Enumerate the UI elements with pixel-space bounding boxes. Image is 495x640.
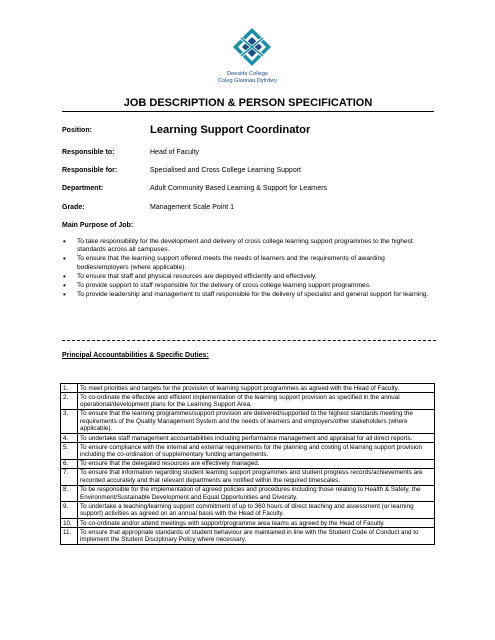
duty-text: To ensure compliance with the internal and external requirements for the planning and costing of learning support provision including the co-ordination of supplementary funding arrangements. xyxy=(78,443,435,460)
duty-number: 6. xyxy=(61,459,78,468)
section-title: Principal Accountabilities & Specific Duties: xyxy=(62,352,209,359)
table-row xyxy=(61,434,435,443)
duty-text: To co-ordinate and/or attend meetings with support/programme area teams as agreed by the Head of Faculty. xyxy=(78,519,435,528)
duty-number: 1. xyxy=(61,384,78,393)
duty-text: To ensure that the learning programmes/support provision are delivered/supported to the highest standards meeting the requirements of the Quality Management System and the needs of learners and employers/other stakeholders (where applicable). xyxy=(78,409,435,433)
college-name-welsh: Coleg Glannau Dyfrdwy xyxy=(217,78,278,84)
purpose-list xyxy=(62,238,434,300)
table-row xyxy=(61,468,435,485)
duty-number: 3. xyxy=(61,409,78,433)
purpose-item: • To ensure that staff and physical resources are deployed efficiently and effectively. xyxy=(62,273,434,281)
main-purpose-label: Main Purpose of Job: xyxy=(62,222,134,229)
grade-label: Grade: xyxy=(62,204,85,211)
table-row xyxy=(61,485,435,502)
duty-number: 5. xyxy=(61,443,78,460)
duties-table xyxy=(60,383,435,545)
position-label: Position: xyxy=(62,127,92,134)
duty-number: 9. xyxy=(61,502,78,519)
responsible-to-label: Responsible to: xyxy=(62,149,115,156)
table-row xyxy=(61,384,435,393)
position-value: Learning Support Coordinator xyxy=(150,124,311,136)
duty-text: To be responsible for the implementation of agreed policies and procedures including those relating to Health & Safety, the Environment/Sustainable Development and Equal Opportunities and Diversity. xyxy=(78,485,435,502)
table-row xyxy=(61,502,435,519)
duty-text: To undertake staff management accountabilities including performance management and appraisal for all direct reports. xyxy=(78,434,435,443)
department-label: Department: xyxy=(62,185,104,192)
duty-number: 8. xyxy=(61,485,78,502)
duty-number: 2. xyxy=(61,393,78,410)
college-knot-logo-icon xyxy=(232,27,272,67)
table-row xyxy=(61,459,435,468)
table-row xyxy=(61,519,435,528)
duty-text: To meet priorities and targets for the provision of learning support programmes as agreed with the Head of Faculty. xyxy=(78,384,435,393)
table-row xyxy=(61,528,435,545)
duty-text: To ensure that appropriate standards of student behaviour are maintained in line with the Student Code of Conduct and to implement the Student Disciplinary Policy where necessary. xyxy=(78,528,435,545)
table-row xyxy=(61,393,435,410)
grade-value: Management Scale Point 1 xyxy=(150,204,235,211)
duty-number: 4. xyxy=(61,434,78,443)
document-title: JOB DESCRIPTION & PERSON SPECIFICATION xyxy=(62,97,434,112)
responsible-for-value: Specialised and Cross College Learning Support xyxy=(150,167,301,174)
duty-text: To undertake a teaching/learning support commitment of up to 360 hours of direct teaching and assessment (or learning support) activities as agreed on an annual basis with the Head of Faculty. xyxy=(78,502,435,519)
duty-text: To ensure that information regarding student learning support programmes and student progress records/achievements are recorded accurately and that relevant departments are notified within the required timescales. xyxy=(78,468,435,485)
table-row xyxy=(61,409,435,433)
duty-number: 10. xyxy=(61,519,78,528)
purpose-item: • To provide leadership and management to staff responsible for the delivery of specialist and general support for learning. xyxy=(62,291,434,299)
responsible-for-label: Responsible for: xyxy=(62,167,118,174)
responsible-to-value: Head of Faculty xyxy=(150,149,200,156)
dashed-divider xyxy=(62,340,436,341)
duty-text: To ensure that the delegated resources are effectively managed. xyxy=(78,459,435,468)
duty-number: 11. xyxy=(61,528,78,545)
table-row xyxy=(61,443,435,460)
purpose-item: • To ensure that the learning support offered meets the needs of learners and the requirements of awarding bodies/employers (where applicable). xyxy=(62,255,434,271)
purpose-item: • To take responsibility for the development and delivery of cross college learning support programmes to the highest standards across all campuses. xyxy=(62,238,434,254)
department-value: Adult Community Based Learning & Support for Learners xyxy=(150,185,328,192)
duty-text: To co-ordinate the effective and efficient implementation of the learning support provision as specified in the annual operational/development plans for the Learning Support Area. xyxy=(78,393,435,410)
purpose-item: • To provide support to staff responsible for the delivery of cross college learning support programmes. xyxy=(62,282,434,290)
college-name-english: Deeside College xyxy=(226,71,269,77)
duty-number: 7. xyxy=(61,468,78,485)
